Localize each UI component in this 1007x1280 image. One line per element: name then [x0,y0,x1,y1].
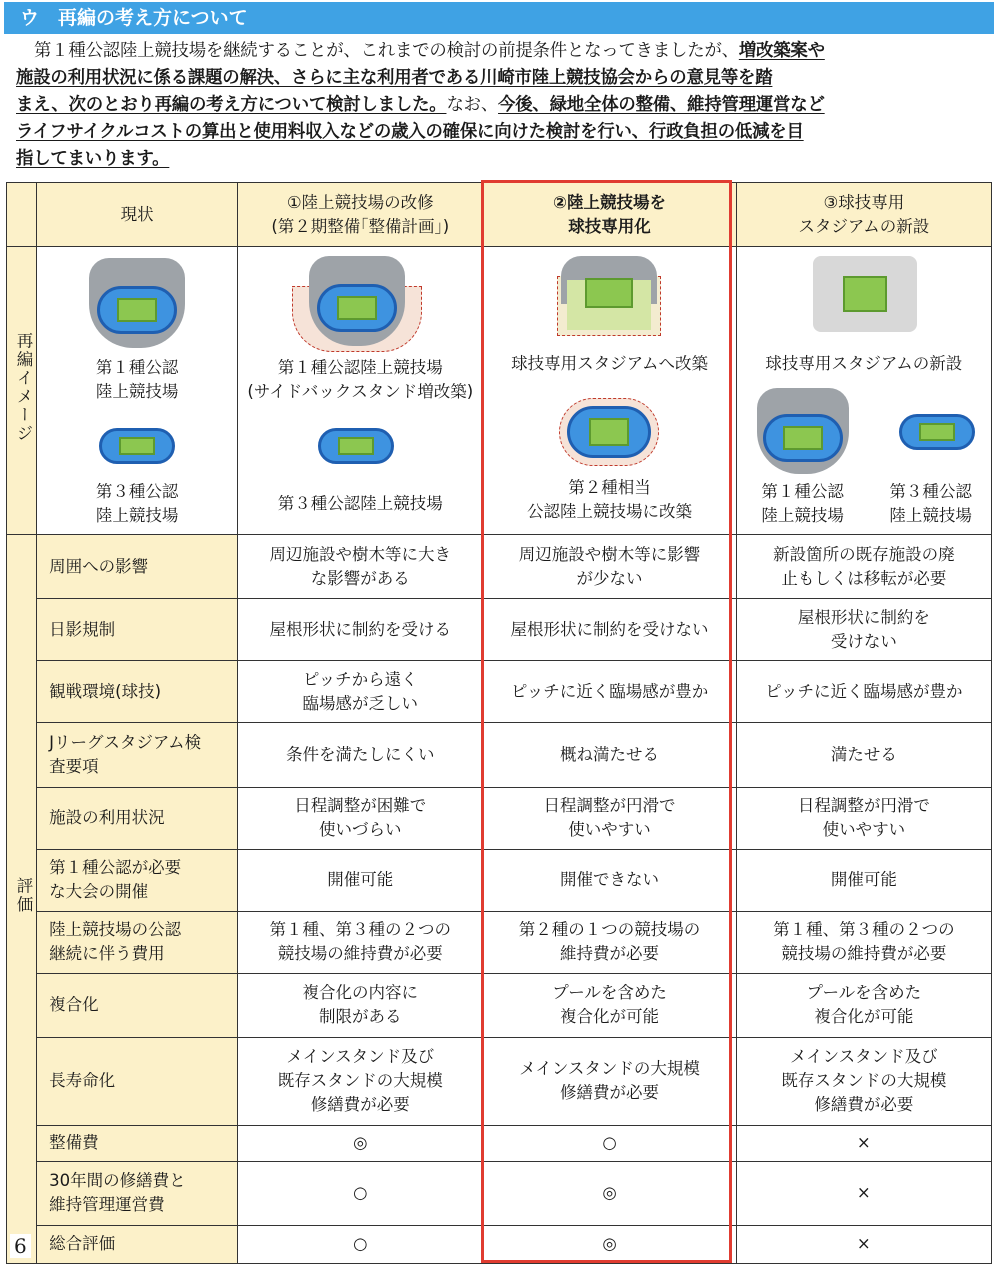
cell-option-3: 新設箇所の既存施設の廃 止もしくは移転が必要 [736,535,991,599]
ball-stadium-diagram [557,256,661,336]
caption-current-a: 第１種公認 陸上競技場 [95,357,179,401]
caption-option-1-b: 第３種公認陸上競技場 [277,493,443,513]
cell-option-2: ◎ [483,1225,736,1263]
cell-option-3: プールを含めた 複合化が可能 [736,973,991,1037]
header-option-2-line2: 球技専用化 [568,216,651,236]
header-option-1-line2: (第２期整備｢整備計画｣) [271,216,450,236]
caption-option-3-a: 球技専用スタジアムの新設 [765,353,963,373]
caption-option-3-c: 第３種公認 陸上競技場 [889,481,972,525]
cell-option-1: ピッチから遠く 臨場感が乏しい [238,661,483,723]
cell-option-2: プールを含めた 複合化が可能 [483,973,736,1037]
header-option-3-line2: スタジアムの新設 [798,216,930,236]
new-ball-stadium-diagram [813,256,917,332]
cell-option-3: 屋根形状に制約を 受けない [736,599,991,661]
section-label-eval: 評価 [7,535,37,1264]
section-title-banner [4,2,994,34]
header-option-2-line1: ②陸上競技場を [553,192,667,212]
cell-option-1: 周辺施設や樹木等に大き な影響がある [238,535,483,599]
cell-option-1: 複合化の内容に 制限がある [238,973,483,1037]
cell-option-2: 開催できない [483,849,736,911]
cell-option-1: 日程調整が困難で 使いづらい [238,787,483,849]
caption-option-3-b: 第１種公認 陸上競技場 [761,481,844,525]
header-option-1-line1: ①陸上競技場の改修 [286,192,434,212]
table-row [7,599,992,661]
cell-option-2: ○ [483,1125,736,1161]
table-row [7,787,992,849]
intro-emph-2: 施設の利用状況に係る課題の解決、さらに主な利用者である川崎市陸上競技協会からの意見等を踏 [16,68,773,88]
caption-current-b: 第３種公認 陸上競技場 [95,481,179,525]
track-diagram-small [99,428,175,464]
header-option-1 [238,183,483,247]
image-cell-option-1 [238,247,483,535]
cell-option-1: ◎ [238,1125,483,1161]
stadium-diagram-large [89,258,185,348]
image-cell-current [37,247,238,535]
caption-option-1-a: 第１種公認陸上競技場 (サイドバックスタンド増改築) [247,357,474,401]
cell-option-3: 日程調整が円滑で 使いやすい [736,787,991,849]
cell-option-2: 概ね満たせる [483,723,736,787]
cell-option-2: 周辺施設や樹木等に影響 が少ない [483,535,736,599]
cell-option-3: 開催可能 [736,849,991,911]
intro-paragraph [16,38,992,173]
stadium-diagram-large [757,388,849,474]
table-row [7,661,992,723]
cell-option-1: 屋根形状に制約を受ける [238,599,483,661]
row-label: Jリーグスタジアム検 査要項 [37,723,238,787]
table-row [7,535,992,599]
row-label: 観戦環境(球技) [37,661,238,723]
header-current: 現状 [37,183,238,247]
table-row [7,1125,992,1161]
intro-emph-3: まえ、次のとおり再編の考え方について検討しました。 [16,95,447,115]
header-option-3 [736,183,991,247]
section-title: ウ 再編の考え方について [20,7,248,29]
row-label: 総合評価 [37,1225,238,1263]
caption-option-2-a: 球技専用スタジアムへ改築 [511,353,708,373]
cell-option-2: ◎ [483,1161,736,1225]
image-row [7,247,992,535]
row-label: 30年間の修繕費と 維持管理運営費 [37,1161,238,1225]
corner-cell [7,183,37,247]
intro-emph-6: 指してまいります。 [16,149,170,169]
cell-option-3: ピッチに近く臨場感が豊か [736,661,991,723]
row-label: 整備費 [37,1125,238,1161]
table-row [7,911,992,973]
image-cell-option-2 [483,247,736,535]
cell-option-2: 日程調整が円滑で 使いやすい [483,787,736,849]
section-label-image: 再編イメージ [7,247,37,535]
table-row [7,1037,992,1125]
row-label: 第１種公認が必要 な大会の開催 [37,849,238,911]
table-row [7,1225,992,1263]
cell-option-1: ○ [238,1161,483,1225]
cell-option-3: × [736,1125,991,1161]
row-label: 陸上競技場の公認 継続に伴う費用 [37,911,238,973]
track-diagram-small [899,414,975,450]
table-row [7,1161,992,1225]
caption-option-2-b: 第２種相当 公認陸上競技場に改築 [527,477,693,521]
table-row [7,849,992,911]
intro-emph-1: 増改築案や [738,41,825,61]
cell-option-1: 開催可能 [238,849,483,911]
intro-text-2: なお、 [446,95,499,115]
table-row [7,973,992,1037]
image-cell-option-3 [736,247,991,535]
cell-option-1: 第１種、第３種の２つの 競技場の維持費が必要 [238,911,483,973]
cell-option-3: メインスタンド及び 既存スタンドの大規模 修繕費が必要 [736,1037,991,1125]
row-label: 複合化 [37,973,238,1037]
cell-option-3: 満たせる [736,723,991,787]
intro-text-1: 第１種公認陸上競技場を継続することが、これまでの検討の前提条件となってきましたが、 [34,41,739,61]
cell-option-2: メインスタンドの大規模 修繕費が必要 [483,1037,736,1125]
row-label: 周囲への影響 [37,535,238,599]
cell-option-2: ピッチに近く臨場感が豊か [483,661,736,723]
track-diagram-small [318,428,394,464]
cell-option-2: 屋根形状に制約を受けない [483,599,736,661]
cell-option-1: メインスタンド及び 既存スタンドの大規模 修繕費が必要 [238,1037,483,1125]
track-diagram-medium [559,398,659,466]
intro-emph-5: ライフサイクルコストの算出と使用料収入などの歳入の確保に向けた検討を行い、行政負担の低減を目 [16,122,804,142]
row-label: 日影規制 [37,599,238,661]
cell-option-2: 第２種の１つの競技場の 維持費が必要 [483,911,736,973]
cell-option-3: × [736,1225,991,1263]
cell-option-1: 条件を満たしにくい [238,723,483,787]
page-number: 6 [10,1234,31,1258]
intro-emph-4: 今後、緑地全体の整備、維持管理運営など [498,95,825,115]
evaluation-rows [7,535,992,1264]
header-option-2 [483,183,736,247]
table-row [7,723,992,787]
row-label: 長寿命化 [37,1037,238,1125]
cell-option-1: ○ [238,1225,483,1263]
cell-option-3: × [736,1161,991,1225]
header-option-3-line1: ③球技専用 [823,192,905,212]
table-header-row [7,183,992,247]
stadium-diagram-expanded [292,256,422,352]
row-label: 施設の利用状況 [37,787,238,849]
cell-option-3: 第１種、第３種の２つの 競技場の維持費が必要 [736,911,991,973]
comparison-table [6,182,992,1264]
